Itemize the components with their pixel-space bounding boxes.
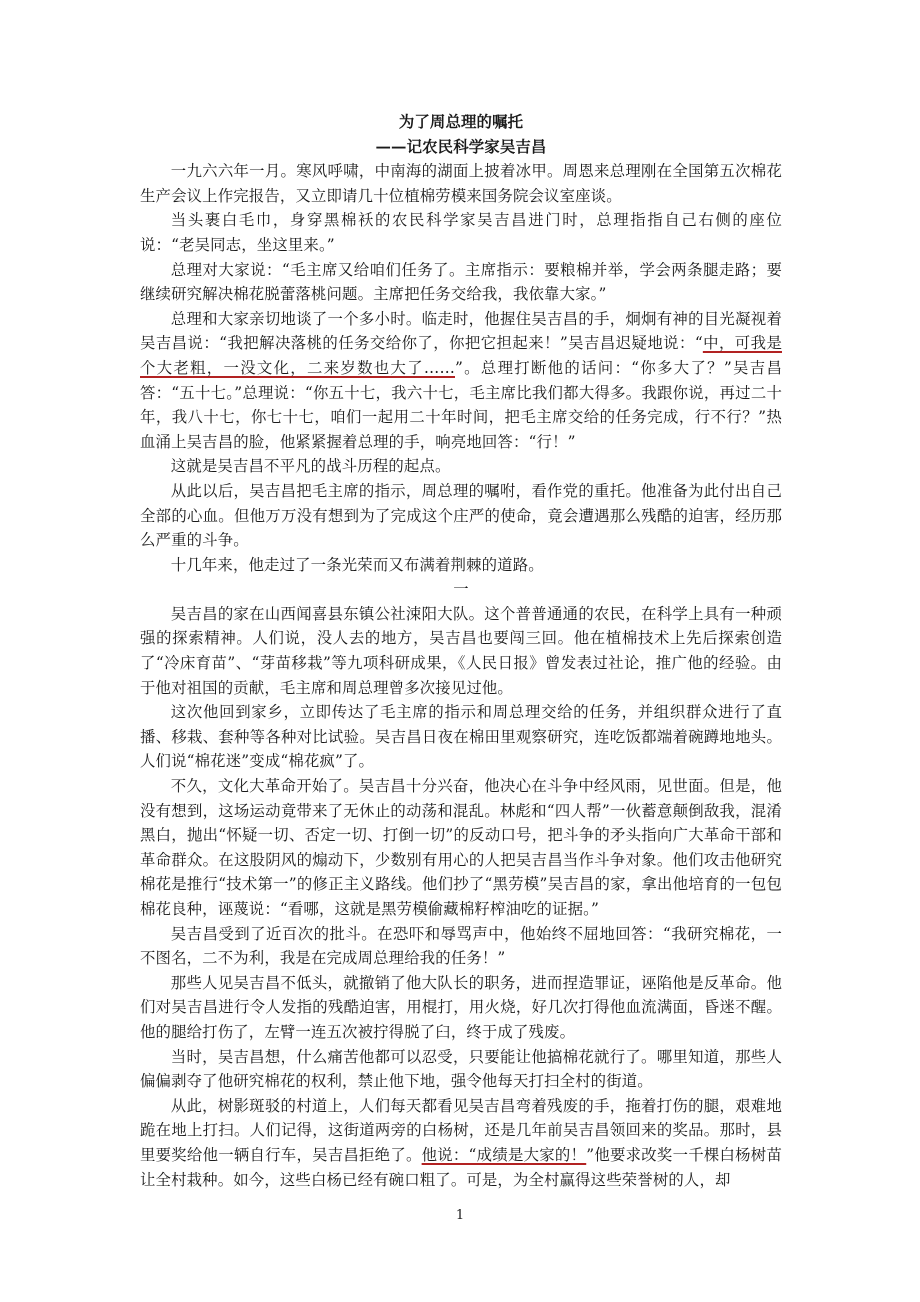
document-page xyxy=(140,110,782,1192)
paragraph: 这次他回到家乡，立即传达了毛主席的指示和周总理交给的任务，并组织群众进行了直播、移栽、套种等各种对比试验。吴吉昌日夜在棉田里观察研究，连吃饭都端着碗蹲地地头。人们说“棉花迷”变成“棉花疯”了。 xyxy=(140,703,782,771)
page-number: 1 xyxy=(455,1208,465,1223)
underlined-quote: 他说：“成绩是大家的！ xyxy=(421,1145,587,1164)
paragraph: 这就是吴吉昌不平凡的战斗历程的起点。 xyxy=(170,457,451,476)
document-subtitle: ——记农民科学家吴吉昌 xyxy=(375,137,547,156)
paragraph: 从此以后，吴吉昌把毛主席的指示，周总理的嘱咐，看作党的重托。他准备为此付出自己全部的心血。但他万万没有想到为了完成这个庄严的使命，竟会遭遇那么残酷的迫害，经历那么严重的斗争。 xyxy=(140,481,782,550)
paragraph: 总理对大家说：“毛主席又给咱们任务了。主席指示：要粮棉并举，学会两条腿走路；要继续研究解决棉花脱蕾落桃问题。主席把任务交给我，我依靠大家。” xyxy=(140,260,782,304)
paragraph: 十几年来，他走过了一条光荣而又布满着荆棘的道路。 xyxy=(170,555,544,574)
paragraph: 吴吉昌受到了近百次的批斗。在恐吓和辱骂声中，他始终不屈地回答：“我研究棉花，一不图名，二不为利，我是在完成周总理给我的任务！” xyxy=(140,924,782,968)
paragraph: 当时，吴吉昌想，什么痛苦他都可以忍受，只要能让他搞棉花就行了。哪里知道，那些人偏偏剥夺了他研究棉花的权利，禁止他下地，强令他每天打扫全村的街道。 xyxy=(140,1047,782,1091)
paragraph-text: 总理和大家亲切地谈了一个多小时。临走时，他握住吴吉昌的手，炯炯有神的目光凝视着吴吉昌说：“我把解决落桃的任务交给你了，你把它担起来！”吴吉昌迟疑地说：“ xyxy=(140,309,782,353)
paragraph: 当头裹白毛巾，身穿黑棉袄的农民科学家吴吉昌进门时，总理指指自己右侧的座位说：“老吴同志，坐这里来。” xyxy=(140,211,782,254)
section-number: 一 xyxy=(453,580,469,599)
paragraph: 吴吉昌的家在山西闻喜县东镇公社涑阳大队。这个普普通通的农民，在科学上具有一种顽强的探索精神。人们说，没人去的地方，吴吉昌也要闯三回。他在植棉技术上先后探索创造了“冷床育苗”、“芽苗移栽”等九项科研成果，《人民日报》曾发表过社论，推广他的经验。由于他对祖国的贡献，毛主席和周总理曾多次接见过他。 xyxy=(140,604,782,697)
paragraph-text: ”他要求改奖一千棵白杨树苗让全村栽种。如今，这些白杨已经有碗口粗了。可是，为全村赢得这些荣誉树的人，却 xyxy=(140,1145,782,1189)
underlined-quote: 中，可我是个大老粗，一没文化，二来岁数也大了…… xyxy=(140,334,782,377)
paragraph-text: ”。总理打断他的话问：“你多大了？”吴吉昌答：“五十七。”总理说：“你五十七，我六十七，毛主席比我们都大得多。我跟你说，再过二十年，我八十七，你七十七，咱们一起用二十年时间，把毛主席交给的任务完成，行不行？”热血涌上吴吉昌的脸，他紧紧握着总理的手，响亮地回答：“行！” xyxy=(140,358,782,451)
paragraph: 那些人见吴吉昌不低头，就撤销了他大队长的职务，进而捏造罪证，诬陷他是反革命。他们对吴吉昌进行令人发指的残酷迫害，用棍打，用火烧，好几次打得他血流满面，昏迷不醒。他的腿给打伤了，左臂一连五次被拧得脱了臼，终于成了残废。 xyxy=(140,973,782,1041)
paragraph-text: 从此，树影斑驳的村道上，人们每天都看见吴吉昌弯着残废的手，拖着打伤的腿，艰难地跪在地上打扫。人们记得，这街道两旁的白杨树，还是几年前吴吉昌领回来的奖品。那时，县里要奖给他一辆自行车，吴吉昌拒绝了。 xyxy=(140,1096,782,1164)
paragraph: 不久，文化大革命开始了。吴吉昌十分兴奋，他决心在斗争中经风雨，见世面。但是，他没有想到，这场运动竟带来了无休止的动荡和混乱。林彪和“四人帮”一伙蓄意颠倒敌我，混淆黑白，抛出“怀疑一切、否定一切、打倒一切”的反动口号，把斗争的矛头指向广大革命干部和革命群众。在这股阴风的煽动下，少数别有用心的人把吴吉昌当作斗争对象。他们攻击他研究棉花是推行“技术第一”的修正主义路线。他们抄了“黑劳模”吴吉昌的家，拿出他培育的一包包棉花良种，诬蔑说：“看哪，这就是黑劳模偷藏棉籽榨油吃的证据。” xyxy=(140,777,782,918)
document-title: 为了周总理的嘱托 xyxy=(398,113,524,131)
paragraph: 一九六六年一月。寒风呼啸，中南海的湖面上披着冰甲。周恩来总理刚在全国第五次棉花生产会议上作完报告，又立即请几十位植棉劳模来国务院会议室座谈。 xyxy=(140,162,782,205)
paragraph xyxy=(140,307,782,455)
paragraph xyxy=(140,1094,782,1192)
